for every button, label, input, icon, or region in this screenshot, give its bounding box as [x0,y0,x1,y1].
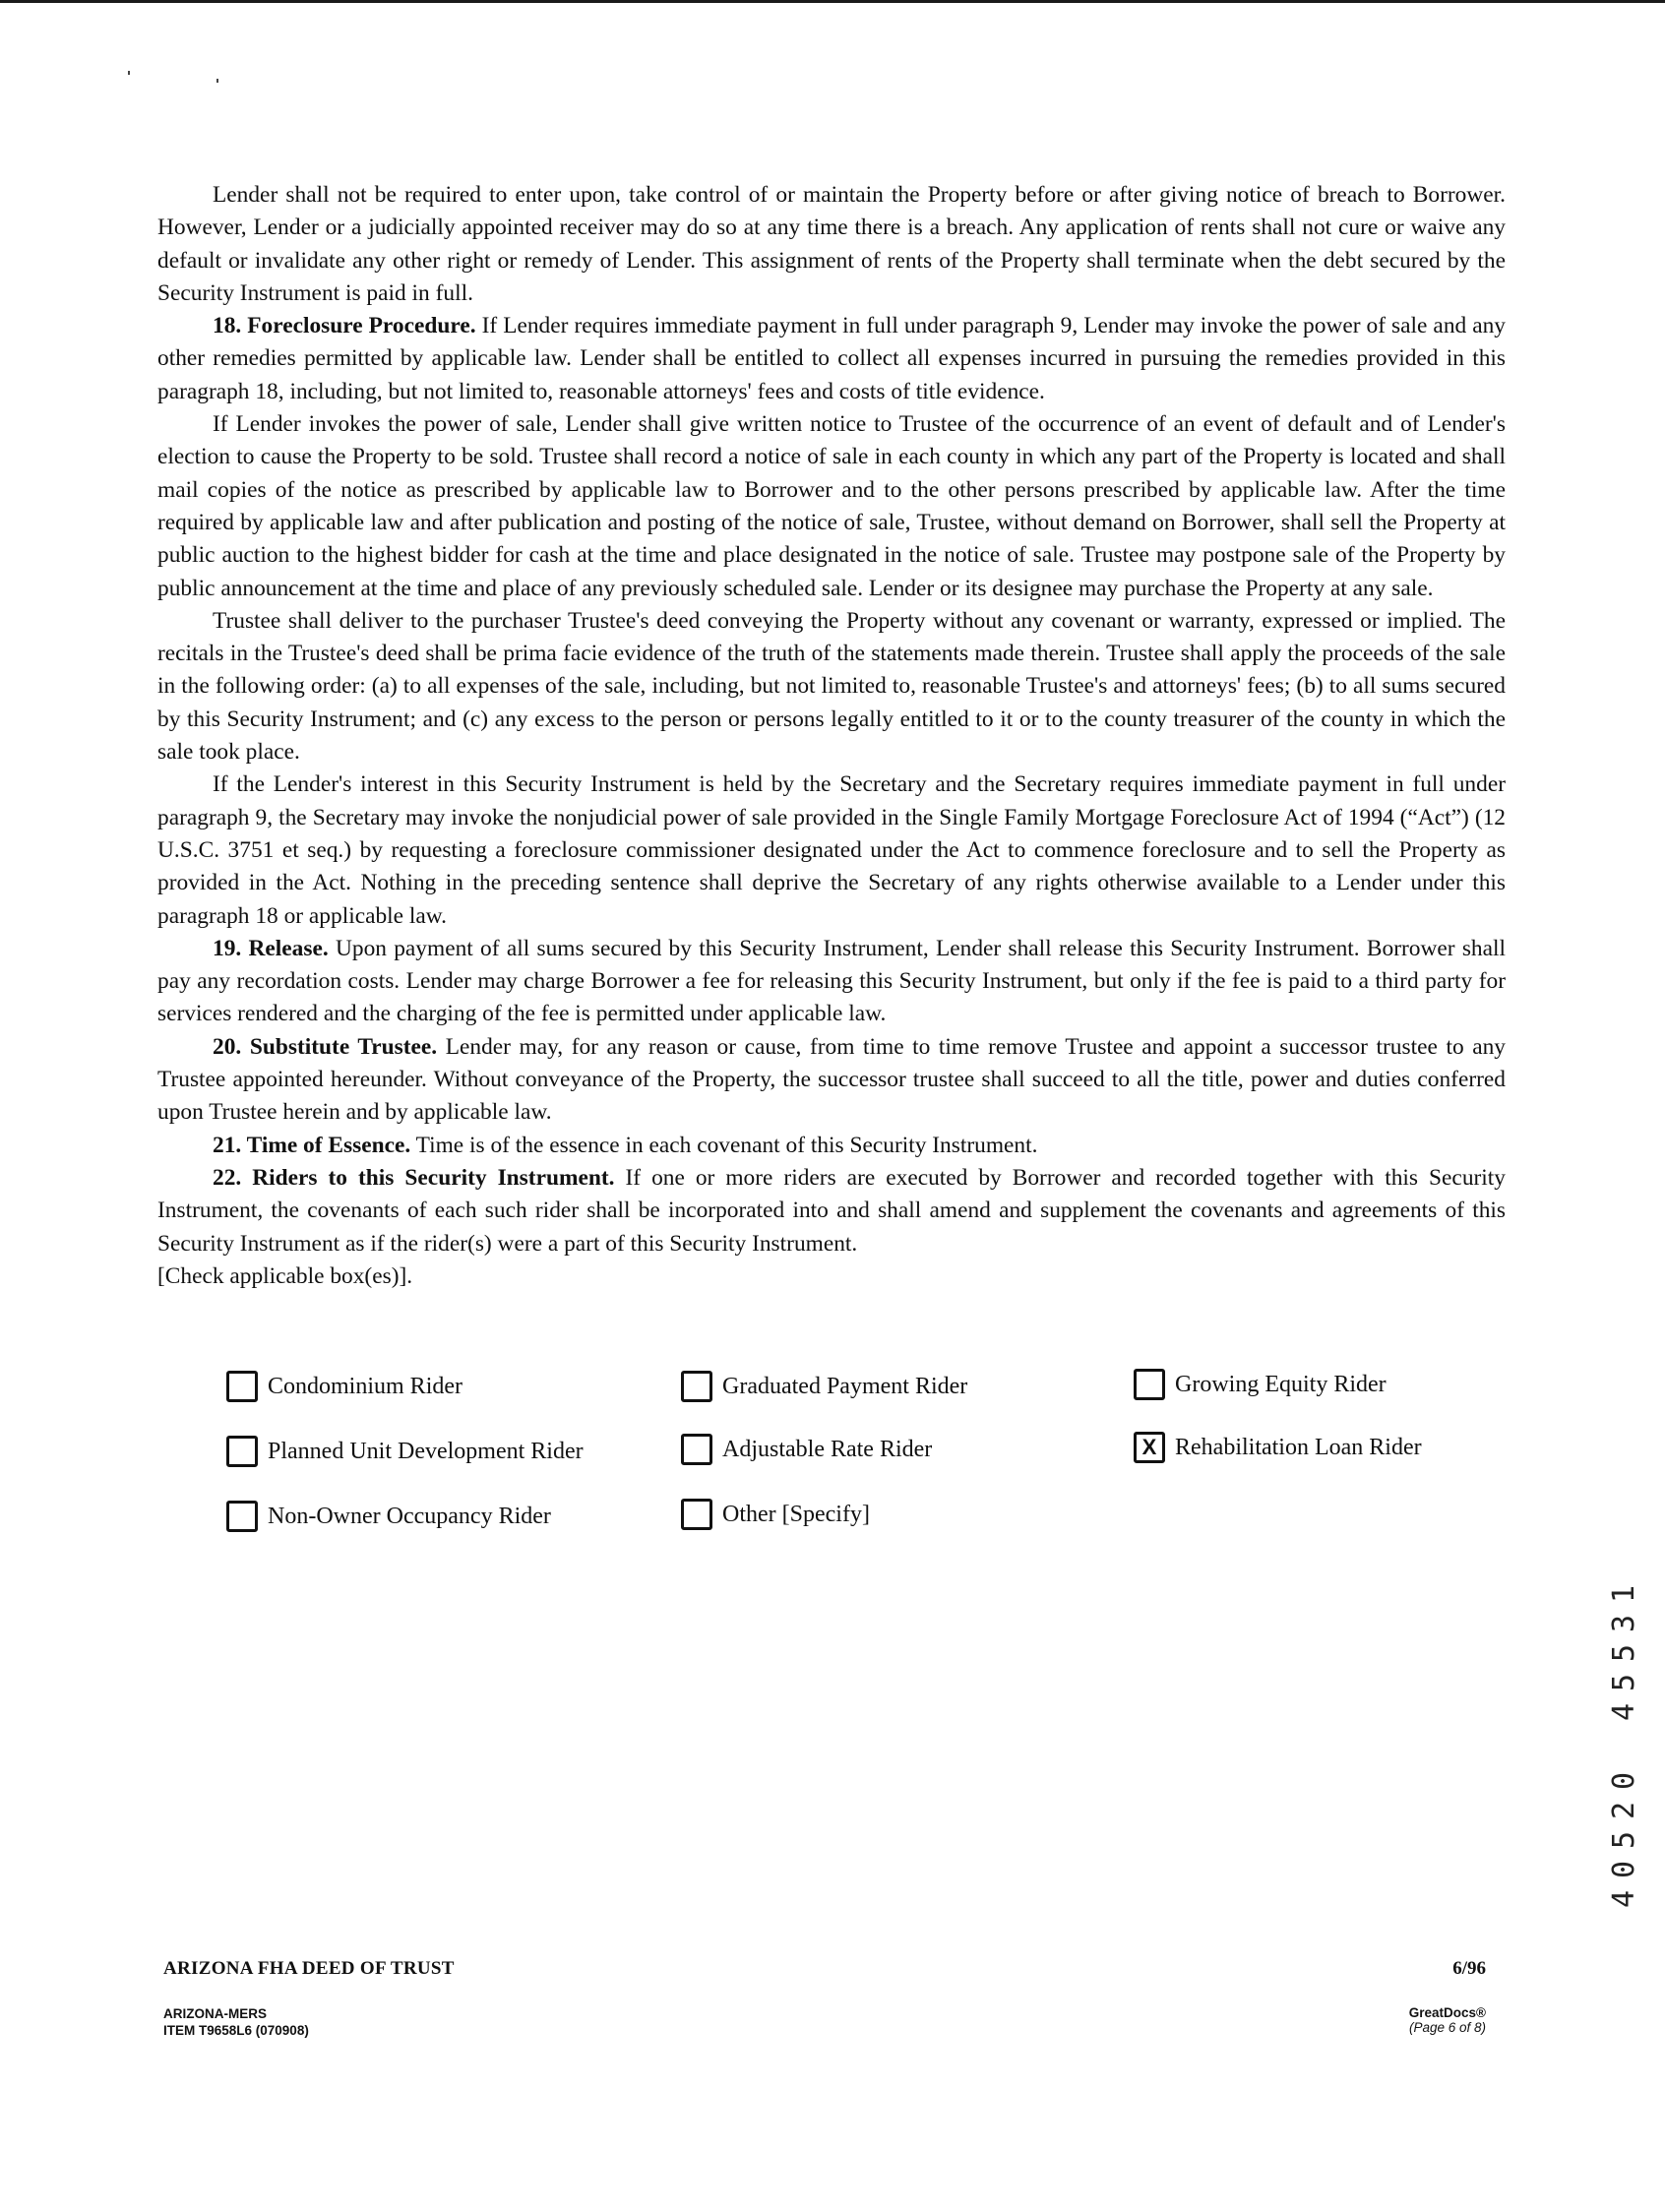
paragraph-22-riders: 22. Riders to this Security Instrument. If one or more riders are executed by Borrower and recorded together with this Security Instrument, the covenants of each such rider shall be incorporated into and shall amend and supplement the covenants and agreements of this Security Instrument as if the rider(s) were a part of this Security Instrument. [157,1164,1506,1257]
paragraph-trustee-deed: Trustee shall deliver to the purchaser Trustee's deed conveying the Property without any covenant or warranty, expressed or implied. The recitals in the Trustee's deed shall be prima facie evidence of the truth of the statements made therein. Trustee shall apply the proceeds of the sale in the following order: (a) to all expenses of the sale, including, but not limited to, reasonable Trustee's and attorneys' fees; (b) to all sums secured by this Security Instrument; and (c) any excess to the person or persons legally entitled to it or to the county treasurer of the county in which the sale took place. [157,607,1506,766]
rider-condominium[interactable]: Condominium Rider [226,1371,462,1402]
paragraph-power-of-sale: If Lender invokes the power of sale, Lender shall give written notice to Trustee of the occurrence of an event of default and of Lender's election to cause the Property to be sold. Trustee shall record a notice of sale in each county in which any part of the Property is located and shall mail copies of the notice as prescribed by applicable law to Borrower and to the other persons prescribed by applicable law. After the time required by applicable law and after publication and posting of the notice of sale, Trustee, without demand on Borrower, shall sell the Property at public auction to the highest bidder for cash at the time and place designated in the notice of sale. Trustee may postpone sale of the Property by public announcement at the time and place of any previously scheduled sale. Lender or its designee may purchase the Property at any sale. [157,411,1506,601]
riders-checkbox-grid [226,1371,1506,1567]
footer-left [163,1958,455,2039]
section-heading: 18. Foreclosure Procedure. [213,313,476,339]
checkbox[interactable] [681,1371,712,1402]
checkbox[interactable] [681,1434,712,1465]
rider-other[interactable]: Other [Specify] [681,1499,870,1530]
recording-number-stamp [1607,1579,1641,1914]
check-instruction: [Check applicable box(es)]. [157,1262,413,1289]
checkbox[interactable] [226,1501,258,1532]
form-revision: 6/96 [1452,1958,1486,1979]
section-heading: 19. Release. [213,935,329,961]
rider-planned-unit-development[interactable]: Planned Unit Development Rider [226,1436,584,1467]
scan-speck [216,79,218,83]
page-number: (Page 6 of 8) [1408,2020,1486,2035]
form-name: ARIZONA-MERS [163,2006,267,2021]
brand-name: GreatDocs® [1408,2005,1486,2020]
checkbox[interactable] [1134,1369,1165,1400]
checkbox[interactable] [226,1436,258,1467]
document-body [157,179,1506,1293]
paragraph-rents: Lender shall not be required to enter upon, take control of or maintain the Property before or after giving notice of breach to Borrower. However, Lender or a judicially appointed receiver may do so at any time there is a breach. Any application of rents shall not cure or waive any default or invalidate any other right or remedy of Lender. This assignment of rents of the Property shall terminate when the debt secured by the Security Instrument is paid in full. [157,182,1506,306]
paragraph-21-time-of-essence: 21. Time of Essence. Time is of the essence in each covenant of this Security Instrument. [213,1132,1038,1158]
scan-speck [128,71,130,75]
rider-growing-equity[interactable]: Growing Equity Rider [1134,1369,1387,1400]
rider-rehabilitation-loan[interactable]: X Rehabilitation Loan Rider [1134,1432,1422,1463]
paragraph-18-foreclosure: 18. Foreclosure Procedure. If Lender requires immediate payment in full under paragraph 9, Lender may invoke the power of sale and any other remedies permitted by applicable law. Lender shall be entitled to collect all expenses incurred in pursuing the remedies provided in this paragraph 18, including, but not limited to, reasonable attorneys' fees and costs of title evidence. [157,313,1507,404]
top-border-line [0,0,1665,3]
form-title: ARIZONA FHA DEED OF TRUST [163,1958,455,1979]
footer-right [1409,1958,1486,2035]
checkbox[interactable] [681,1499,712,1530]
rider-non-owner-occupancy[interactable]: Non-Owner Occupancy Rider [226,1501,551,1532]
item-number: ITEM T9658L6 (070908) [163,2023,309,2038]
checkbox[interactable] [226,1371,258,1402]
section-heading: 20. Substitute Trustee. [213,1033,438,1060]
paragraph-secretary: If the Lender's interest in this Security Instrument is held by the Secretary and the Secretary requires immediate payment in full under paragraph 9, the Secretary may invoke the nonjudicial power of sale provided in the Single Family Mortgage Foreclosure Act of 1994 (“Act”) (12 U.S.C. 3751 et seq.) by requesting a foreclosure commissioner designated under the Act to commence foreclosure and to sell the Property as provided in the Act. Nothing in the preceding sentence shall deprive the Secretary of any rights otherwise available to a Lender under this paragraph 18 or applicable law. [157,771,1506,929]
checkbox-checked[interactable]: X [1134,1432,1165,1463]
section-heading: 21. Time of Essence. [213,1132,411,1158]
section-heading: 22. Riders to this Security Instrument. [213,1164,615,1191]
paragraph-19-release: 19. Release. Upon payment of all sums secured by this Security Instrument, Lender shall release this Security Instrument. Borrower shall pay any recordation costs. Lender may charge Borrower a fee for releasing this Security Instrument, but only if the fee is paid to a third party for services rendered and the charging of the fee is permitted under applicable law. [157,935,1506,1027]
recording-number-part-2: 1 3 5 5 4 [1607,1584,1641,1722]
rider-adjustable-rate[interactable]: Adjustable Rate Rider [681,1434,932,1465]
paragraph-20-substitute-trustee: 20. Substitute Trustee. Lender may, for any reason or cause, from time to time remove Trustee and appoint a successor trustee to any Trustee appointed hereunder. Without conveyance of the Property, the successor trustee shall succeed to all the title, power and duties conferred upon Trustee herein and by applicable law. [157,1033,1506,1126]
recording-number-part-1: 0 2 5 0 4 [1607,1771,1641,1909]
rider-graduated-payment[interactable]: Graduated Payment Rider [681,1371,967,1402]
